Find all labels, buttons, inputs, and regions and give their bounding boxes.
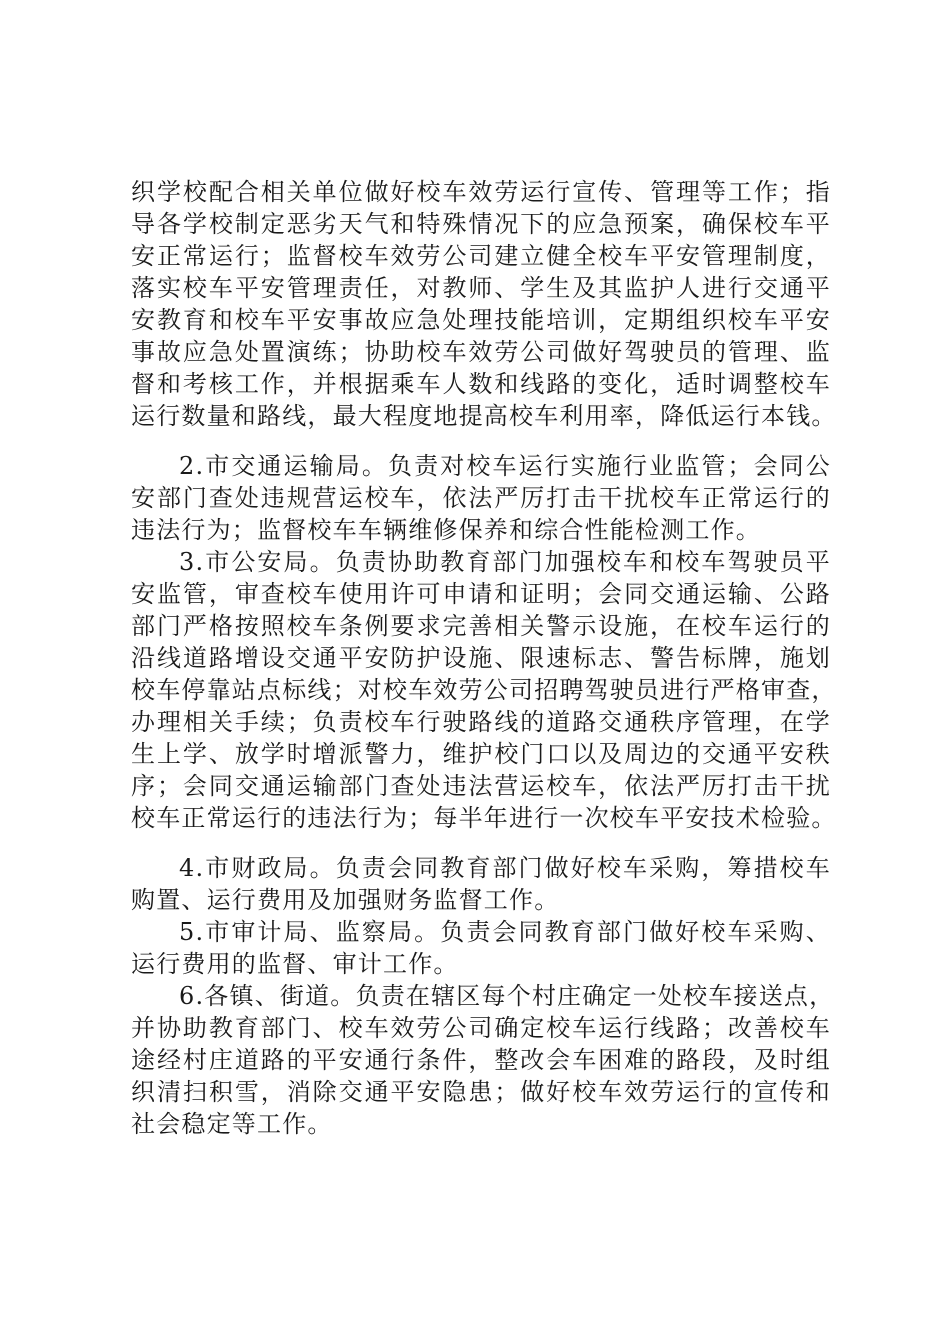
text-line: 运行费用的监督、审计工作。 [131, 950, 459, 978]
text-line: 5.市审计局、监察局。负责会同教育部门做好校车采购、 [179, 918, 831, 946]
text-line: 织学校配合相关单位做好校车效劳运行宣传、管理等工作；指 [131, 178, 831, 206]
text-line: 违法行为；监督校车车辆维修保养和综合性能检测工作。 [131, 516, 761, 544]
text-line: 运行数量和路线，最大程度地提高校车利用率，降低运行本钱。 [131, 402, 837, 430]
text-line: 2.市交通运输局。负责对校车运行实施行业监管；会同公 [179, 452, 831, 480]
text-line: 序；会同交通运输部门查处违法营运校车，依法严厉打击干扰 [131, 772, 831, 800]
text-line: 办理相关手续；负责校车行驶路线的道路交通秩序管理，在学 [131, 708, 831, 736]
text-line: 安教育和校车平安事故应急处理技能培训，定期组织校车平安 [131, 306, 831, 334]
text-line: 安正常运行；监督校车效劳公司建立健全校车平安管理制度， [131, 242, 831, 270]
text-line: 事故应急处置演练；协助校车效劳公司做好驾驶员的管理、监 [131, 338, 831, 366]
text-line: 6.各镇、街道。负责在辖区每个村庄确定一处校车接送点， [179, 982, 835, 1010]
text-line: 织清扫积雪，消除交通平安隐患；做好校车效劳运行的宣传和 [131, 1078, 831, 1106]
text-line: 安部门查处违规营运校车，依法严厉打击干扰校车正常运行的 [131, 484, 831, 512]
text-line: 导各学校制定恶劣天气和特殊情况下的应急预案，确保校车平 [131, 210, 831, 238]
text-line: 部门严格按照校车条例要求完善相关警示设施，在校车运行的 [131, 612, 831, 640]
text-line: 购置、运行费用及加强财务监督工作。 [131, 886, 560, 914]
text-line: 校车停靠站点标线；对校车效劳公司招聘驾驶员进行严格审查， [131, 676, 837, 704]
text-line: 社会稳定等工作。 [131, 1110, 333, 1138]
text-line: 并协助教育部门、校车效劳公司确定校车运行线路；改善校车 [131, 1014, 831, 1042]
text-line: 安监管，审查校车使用许可申请和证明；会同交通运输、公路 [131, 580, 831, 608]
text-line: 途经村庄道路的平安通行条件，整改会车困难的路段，及时组 [131, 1046, 831, 1074]
text-line: 3.市公安局。负责协助教育部门加强校车和校车驾驶员平 [179, 548, 831, 576]
text-line: 生上学、放学时增派警力，维护校门口以及周边的交通平安秩 [131, 740, 831, 768]
text-line: 沿线道路增设交通平安防护设施、限速标志、警告标牌，施划 [131, 644, 831, 672]
text-line: 4.市财政局。负责会同教育部门做好校车采购，筹措校车 [179, 854, 831, 882]
text-line: 校车正常运行的违法行为；每半年进行一次校车平安技术检验。 [131, 804, 837, 832]
text-line: 督和考核工作，并根据乘车人数和线路的变化，适时调整校车 [131, 370, 831, 398]
text-line: 落实校车平安管理责任，对教师、学生及其监护人进行交通平 [131, 274, 831, 302]
